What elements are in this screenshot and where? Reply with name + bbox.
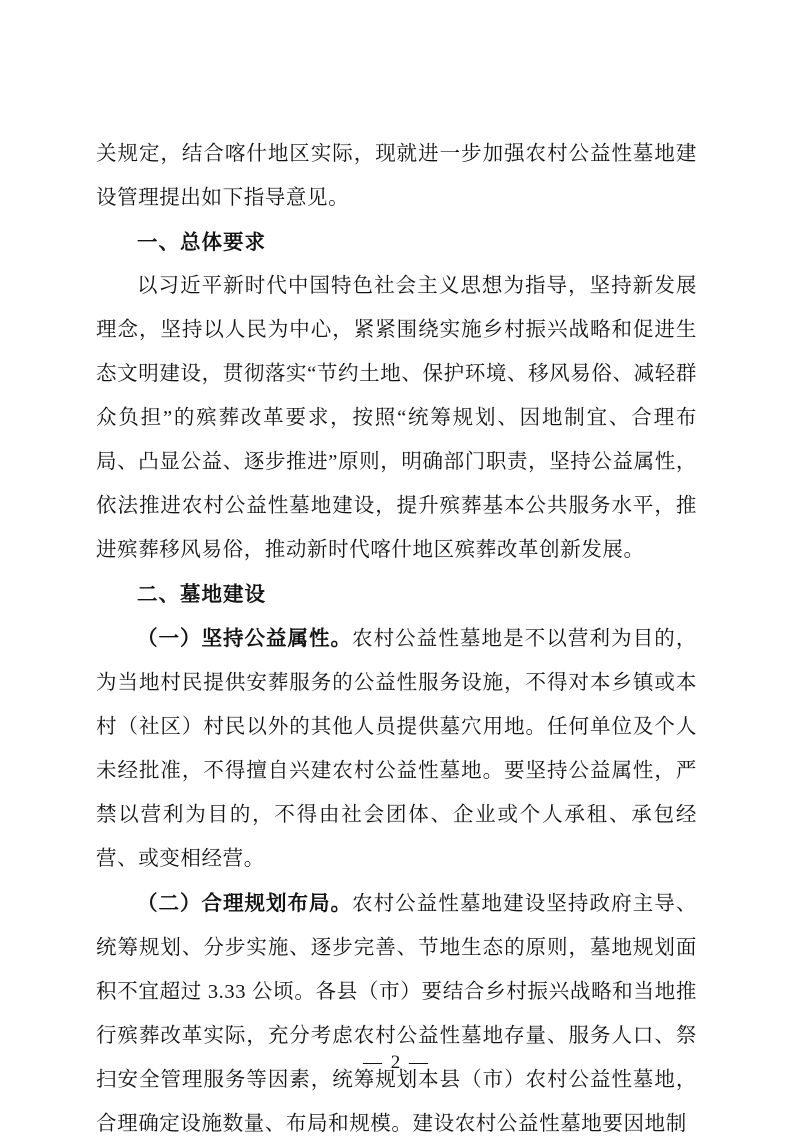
page-number: — 2 — [363,1052,430,1073]
document-body [96,132,697,1146]
subsection-lead-public-welfare-attribute: （一）坚持公益属性。 [137,626,352,650]
paragraph-public-welfare-attribute [96,616,697,881]
paragraph-rational-planning [96,881,697,1146]
section-heading-general-requirements: 一、总体要求 [137,230,266,254]
subsection-text-public-welfare-attribute: 农村公益性墓地是不以营利为目的，为当地村民提供安葬服务的公益性服务设施，不得对本乡镇或本村（社区）村民以外的其他人员提供墓穴用地。任何单位及个人未经批准，不得擅自兴建农村公益性墓地。要坚持公益属性，严禁以营利为目的，不得由社会团体、企业或个人承租、承包经营、或变相经营。 [96,628,698,870]
paragraph-continuation: 关规定，结合喀什地区实际，现就进一步加强农村公益性墓地建设管理提出如下指导意见。 [96,143,697,209]
section-heading-cemetery-construction: 二、墓地建设 [137,582,266,606]
subsection-lead-rational-planning: （二）合理规划布局。 [137,891,352,915]
paragraph-general-requirements: 以习近平新时代中国特色社会主义思想为指导，坚持新发展理念，坚持以人民为中心，紧紧围绕实施乡村振兴战略和促进生态文明建设，贯彻落实“节约土地、保护环境、移风易俗、减轻群众负担”的殡葬改革要求，按照“统筹规划、因地制宜、合理布局、凸显公益、逐步推进”原则，明确部门职责，坚持公益属性，依法推进农村公益性墓地建设，提升殡葬基本公共服务水平，推进殡葬移风易俗，推动新时代喀什地区殡葬改革创新发展。 [96,275,697,561]
subsection-text-rational-planning: 农村公益性墓地建设坚持政府主导、统筹规划、分步实施、逐步完善、节地生态的原则，墓地规划面积不宜超过 3.33 公顷。各县（市）要结合乡村振兴战略和当地推行殡葬改革实际，充分考虑农村公益性墓地存量、服务人口、祭扫安全管理服务等因素，统筹规划本县（市）农村公益性墓地，合理确定设施数量、布局和规模。建设农村公益性墓地要因地制 [96,893,698,1135]
